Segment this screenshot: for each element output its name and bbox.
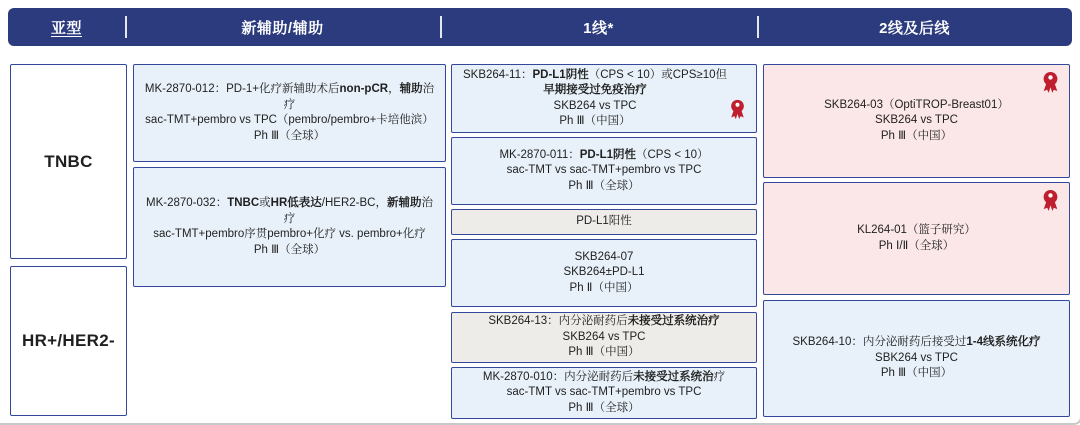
trial-phase-line: Ph Ⅲ（全球） <box>568 401 640 414</box>
trial-arm-line: SKB264±PD-L1 <box>563 266 645 279</box>
trial-box-mk-2870-010 <box>451 367 757 419</box>
trial-box-skb264-10 <box>763 300 1070 417</box>
trial-box-skb264-07 <box>451 239 757 307</box>
trial-title-line: SKB264-07 <box>574 250 634 263</box>
trial-arm-line: SKB264 vs TPC <box>553 99 637 112</box>
trial-title-line: SKB264-11：PD-L1阴性（CPS < 10）或CPS≥10但早期接受过免疫治疗 <box>463 68 727 96</box>
trial-box-skb264-13 <box>451 312 757 363</box>
trial-arm-line: SBK264 vs TPC <box>875 351 958 364</box>
trial-phase-line: Ph Ⅲ（全球） <box>253 243 326 256</box>
trial-title-line: SKB264-03（OptiTROP-Breast01） <box>824 98 1009 111</box>
trial-phase-line: Ph Ⅲ（中国） <box>880 129 953 142</box>
trial-title-line: MK-2870-012：PD-1+化疗新辅助术后non-pCR，辅助治疗 <box>144 83 435 111</box>
trial-phase-line: Ph Ⅰ/Ⅱ（全球） <box>878 239 955 252</box>
header-col-subtype: 亚型 <box>50 19 82 37</box>
trial-box-skb264-11 <box>451 64 757 133</box>
trial-phase-line: Ph Ⅲ（中国） <box>559 115 631 127</box>
header-col-later-line: 2线及后线 <box>879 19 950 37</box>
trial-arm-line: sac-TMT+pembro vs TPC（pembro/pembro+卡培他滨） <box>145 114 434 126</box>
trial-title-line: SKB264-10：内分泌耐药后接受过1-4线系统化疗 <box>792 336 1041 349</box>
trial-box-mk-2870-011 <box>451 137 757 205</box>
trial-arm-line: sac-TMT+pembro序贯pembro+化疗 vs. pembro+化疗 <box>153 228 426 240</box>
trial-box-pd-l1-positive <box>451 209 757 235</box>
header-divider <box>125 16 127 38</box>
trial-box-mk-2870-012 <box>133 64 446 162</box>
trial-title-line: MK-2870-032：TNBC或HR低表达/HER2-BC，新辅助治疗 <box>146 197 433 225</box>
trial-phase-line: Ph Ⅱ（中国） <box>569 281 639 294</box>
trial-arm-line: sac-TMT vs sac-TMT+pembro vs TPC <box>506 164 702 177</box>
trial-phase-line: Ph Ⅲ（全球） <box>568 179 640 192</box>
header-col-neoadjuvant: 新辅助/辅助 <box>241 19 324 37</box>
award-medal-icon <box>726 98 749 121</box>
award-medal-icon <box>1038 188 1063 213</box>
trial-title-line: SKB264-13：内分泌耐药后未接受过系统治疗 <box>488 315 720 328</box>
trial-box-kl264-01 <box>763 182 1070 295</box>
row-label-tnbc: TNBC <box>10 64 127 259</box>
trial-arm-line: sac-TMT vs sac-TMT+pembro vs TPC <box>506 386 702 399</box>
header-divider <box>757 16 759 38</box>
header-divider <box>440 16 442 38</box>
trial-phase-line: Ph Ⅲ（中国） <box>880 367 953 380</box>
trial-arm-line: SKB264 vs TPC <box>875 114 958 127</box>
row-label-hr-her2: HR+/HER2- <box>10 266 127 416</box>
table-header <box>8 8 1072 46</box>
award-medal-icon <box>1038 70 1063 95</box>
trial-title-line: MK-2870-010：内分泌耐药后未接受过系统治疗 <box>482 370 726 383</box>
trial-title-line: PD-L1阳性 <box>576 215 632 228</box>
trial-box-skb264-03 <box>763 64 1070 178</box>
trial-phase-line: Ph Ⅲ（全球） <box>253 129 326 142</box>
trial-phase-line: Ph Ⅲ（中国） <box>568 346 640 359</box>
trial-arm-line: SKB264 vs TPC <box>562 330 646 343</box>
header-col-first-line: 1线* <box>583 19 614 37</box>
trial-title-line: KL264-01（篮子研究） <box>857 224 976 236</box>
trial-box-mk-2870-032 <box>133 167 446 287</box>
trial-title-line: MK-2870-011：PD-L1阴性（CPS < 10） <box>499 148 709 161</box>
